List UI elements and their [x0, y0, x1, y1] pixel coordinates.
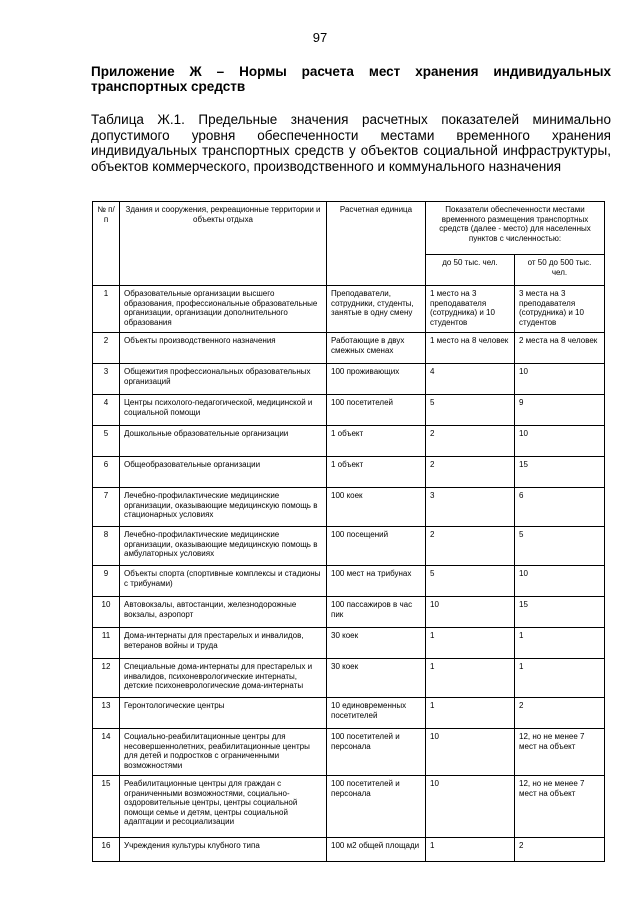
cell-small-settlement: 5 — [426, 566, 515, 597]
cell-num: 10 — [93, 597, 120, 628]
cell-large-settlement: 15 — [515, 597, 605, 628]
cell-unit: 100 посещений — [327, 527, 426, 566]
cell-small-settlement: 10 — [426, 729, 515, 776]
cell-small-settlement: 10 — [426, 776, 515, 838]
cell-small-settlement: 2 — [426, 527, 515, 566]
cell-num: 8 — [93, 527, 120, 566]
page-number: 97 — [312, 30, 328, 45]
cell-building: Учреждения культуры клубного типа — [120, 838, 327, 862]
header-building: Здания и сооружения, рекреационные территории и объекты отдыха — [120, 202, 327, 286]
cell-large-settlement: 2 — [515, 838, 605, 862]
cell-unit: 100 мест на трибунах — [327, 566, 426, 597]
table-row — [93, 628, 605, 659]
cell-small-settlement: 1 место на 8 человек — [426, 333, 515, 364]
cell-num: 14 — [93, 729, 120, 776]
table-row — [93, 698, 605, 729]
cell-large-settlement: 2 места на 8 человек — [515, 333, 605, 364]
cell-building: Лечебно-профилактические медицинские организации, оказывающие медицинскую помощь в стационарных условиях — [120, 488, 327, 527]
cell-small-settlement: 5 — [426, 395, 515, 426]
cell-num: 6 — [93, 457, 120, 488]
cell-large-settlement: 15 — [515, 457, 605, 488]
cell-building: Общеобразовательные организации — [120, 457, 327, 488]
cell-num: 7 — [93, 488, 120, 527]
cell-num: 11 — [93, 628, 120, 659]
cell-unit: 1 объект — [327, 457, 426, 488]
cell-large-settlement: 10 — [515, 364, 605, 395]
cell-num: 15 — [93, 776, 120, 838]
table-body — [93, 286, 605, 862]
cell-small-settlement: 2 — [426, 457, 515, 488]
table-row — [93, 286, 605, 333]
table-row — [93, 659, 605, 698]
cell-building: Объекты спорта (спортивные комплексы и стадионы с трибунами) — [120, 566, 327, 597]
cell-unit: 100 посетителей и персонала — [327, 729, 426, 776]
cell-num: 1 — [93, 286, 120, 333]
cell-building: Лечебно-профилактические медицинские организации, оказывающие медицинскую помощь в амбулаторных условиях — [120, 527, 327, 566]
cell-num: 5 — [93, 426, 120, 457]
table-row — [93, 597, 605, 628]
cell-num: 12 — [93, 659, 120, 698]
table-header — [93, 202, 605, 286]
cell-unit: 100 пассажиров в час пик — [327, 597, 426, 628]
header-num: № п/п — [93, 202, 120, 286]
cell-small-settlement: 1 место на 3 преподавателя (сотрудника) и 10 студентов — [426, 286, 515, 333]
cell-building: Образовательные организации высшего образования, профессиональные образовательные организации, организации дополнительного образования — [120, 286, 327, 333]
cell-small-settlement: 4 — [426, 364, 515, 395]
cell-small-settlement: 3 — [426, 488, 515, 527]
cell-large-settlement: 3 места на 3 преподавателя (сотрудника) и 10 студентов — [515, 286, 605, 333]
cell-large-settlement: 6 — [515, 488, 605, 527]
cell-building: Дома-интернаты для престарелых и инвалидов, ветеранов войны и труда — [120, 628, 327, 659]
cell-num: 13 — [93, 698, 120, 729]
cell-large-settlement: 2 — [515, 698, 605, 729]
cell-unit: 100 посетителей и персонала — [327, 776, 426, 838]
cell-small-settlement: 2 — [426, 426, 515, 457]
table-row — [93, 333, 605, 364]
cell-unit: 100 коек — [327, 488, 426, 527]
cell-building: Центры психолого-педагогической, медицинской и социальной помощи — [120, 395, 327, 426]
cell-num: 4 — [93, 395, 120, 426]
header-large: от 50 до 500 тыс. чел. — [515, 255, 605, 286]
cell-small-settlement: 1 — [426, 698, 515, 729]
cell-building: Дошкольные образовательные организации — [120, 426, 327, 457]
cell-large-settlement: 12, но не менее 7 мест на объект — [515, 776, 605, 838]
cell-large-settlement: 10 — [515, 426, 605, 457]
cell-large-settlement: 1 — [515, 628, 605, 659]
cell-num: 3 — [93, 364, 120, 395]
appendix-title: Приложение Ж – Нормы расчета мест хранения индивидуальных транспортных средств — [91, 64, 611, 94]
cell-unit: 100 проживающих — [327, 364, 426, 395]
table-caption: Таблица Ж.1. Предельные значения расчетных показателей минимально допустимого уровня обеспеченности местами временного хранения индивидуальных транспортных средств у объектов социальной инфраструктуры, объектов коммерческого, производственного и коммунального назначения — [91, 112, 611, 174]
cell-large-settlement: 5 — [515, 527, 605, 566]
cell-large-settlement: 9 — [515, 395, 605, 426]
cell-large-settlement: 1 — [515, 659, 605, 698]
table-row — [93, 426, 605, 457]
table-row — [93, 395, 605, 426]
cell-unit: 30 коек — [327, 628, 426, 659]
header-small: до 50 тыс. чел. — [426, 255, 515, 286]
cell-large-settlement: 12, но не менее 7 мест на объект — [515, 729, 605, 776]
table-row — [93, 566, 605, 597]
cell-large-settlement: 10 — [515, 566, 605, 597]
cell-small-settlement: 1 — [426, 628, 515, 659]
cell-num: 9 — [93, 566, 120, 597]
table-row — [93, 729, 605, 776]
cell-building: Специальные дома-интернаты для престарелых и инвалидов, психоневрологические интернаты, детские психоневрологические дома-интернаты — [120, 659, 327, 698]
cell-unit: Работающие в двух смежных сменах — [327, 333, 426, 364]
cell-unit: 100 м2 общей площади — [327, 838, 426, 862]
table-row — [93, 488, 605, 527]
table-row — [93, 527, 605, 566]
table-row — [93, 776, 605, 838]
cell-small-settlement: 1 — [426, 838, 515, 862]
cell-unit: 100 посетителей — [327, 395, 426, 426]
cell-building: Реабилитационные центры для граждан с ограниченными возможностями, социально-оздоровительные центры, центры социальной помощи семье и детям, центры социальной адаптации и ресоциализации — [120, 776, 327, 838]
cell-unit: Преподаватели, сотрудники, студенты, занятые в одну смену — [327, 286, 426, 333]
header-unit: Расчетная единица — [327, 202, 426, 286]
table-row — [93, 364, 605, 395]
cell-num: 2 — [93, 333, 120, 364]
header-indicators: Показатели обеспеченности местами временного размещения транспортных средств (далее - место) для населенных пунктов с численностью: — [426, 202, 605, 255]
cell-building: Геронтологические центры — [120, 698, 327, 729]
table-row — [93, 457, 605, 488]
cell-building: Социально-реабилитационные центры для несовершеннолетних, реабилитационные центры для детей и подростков с ограниченными возможностями — [120, 729, 327, 776]
table-row — [93, 838, 605, 862]
cell-unit: 1 объект — [327, 426, 426, 457]
cell-building: Автовокзалы, автостанции, железнодорожные вокзалы, аэропорт — [120, 597, 327, 628]
cell-num: 16 — [93, 838, 120, 862]
cell-small-settlement: 1 — [426, 659, 515, 698]
norm-table — [92, 201, 605, 862]
cell-unit: 30 коек — [327, 659, 426, 698]
cell-building: Объекты производственного назначения — [120, 333, 327, 364]
cell-building: Общежития профессиональных образовательных организаций — [120, 364, 327, 395]
cell-unit: 10 единовременных посетителей — [327, 698, 426, 729]
cell-small-settlement: 10 — [426, 597, 515, 628]
